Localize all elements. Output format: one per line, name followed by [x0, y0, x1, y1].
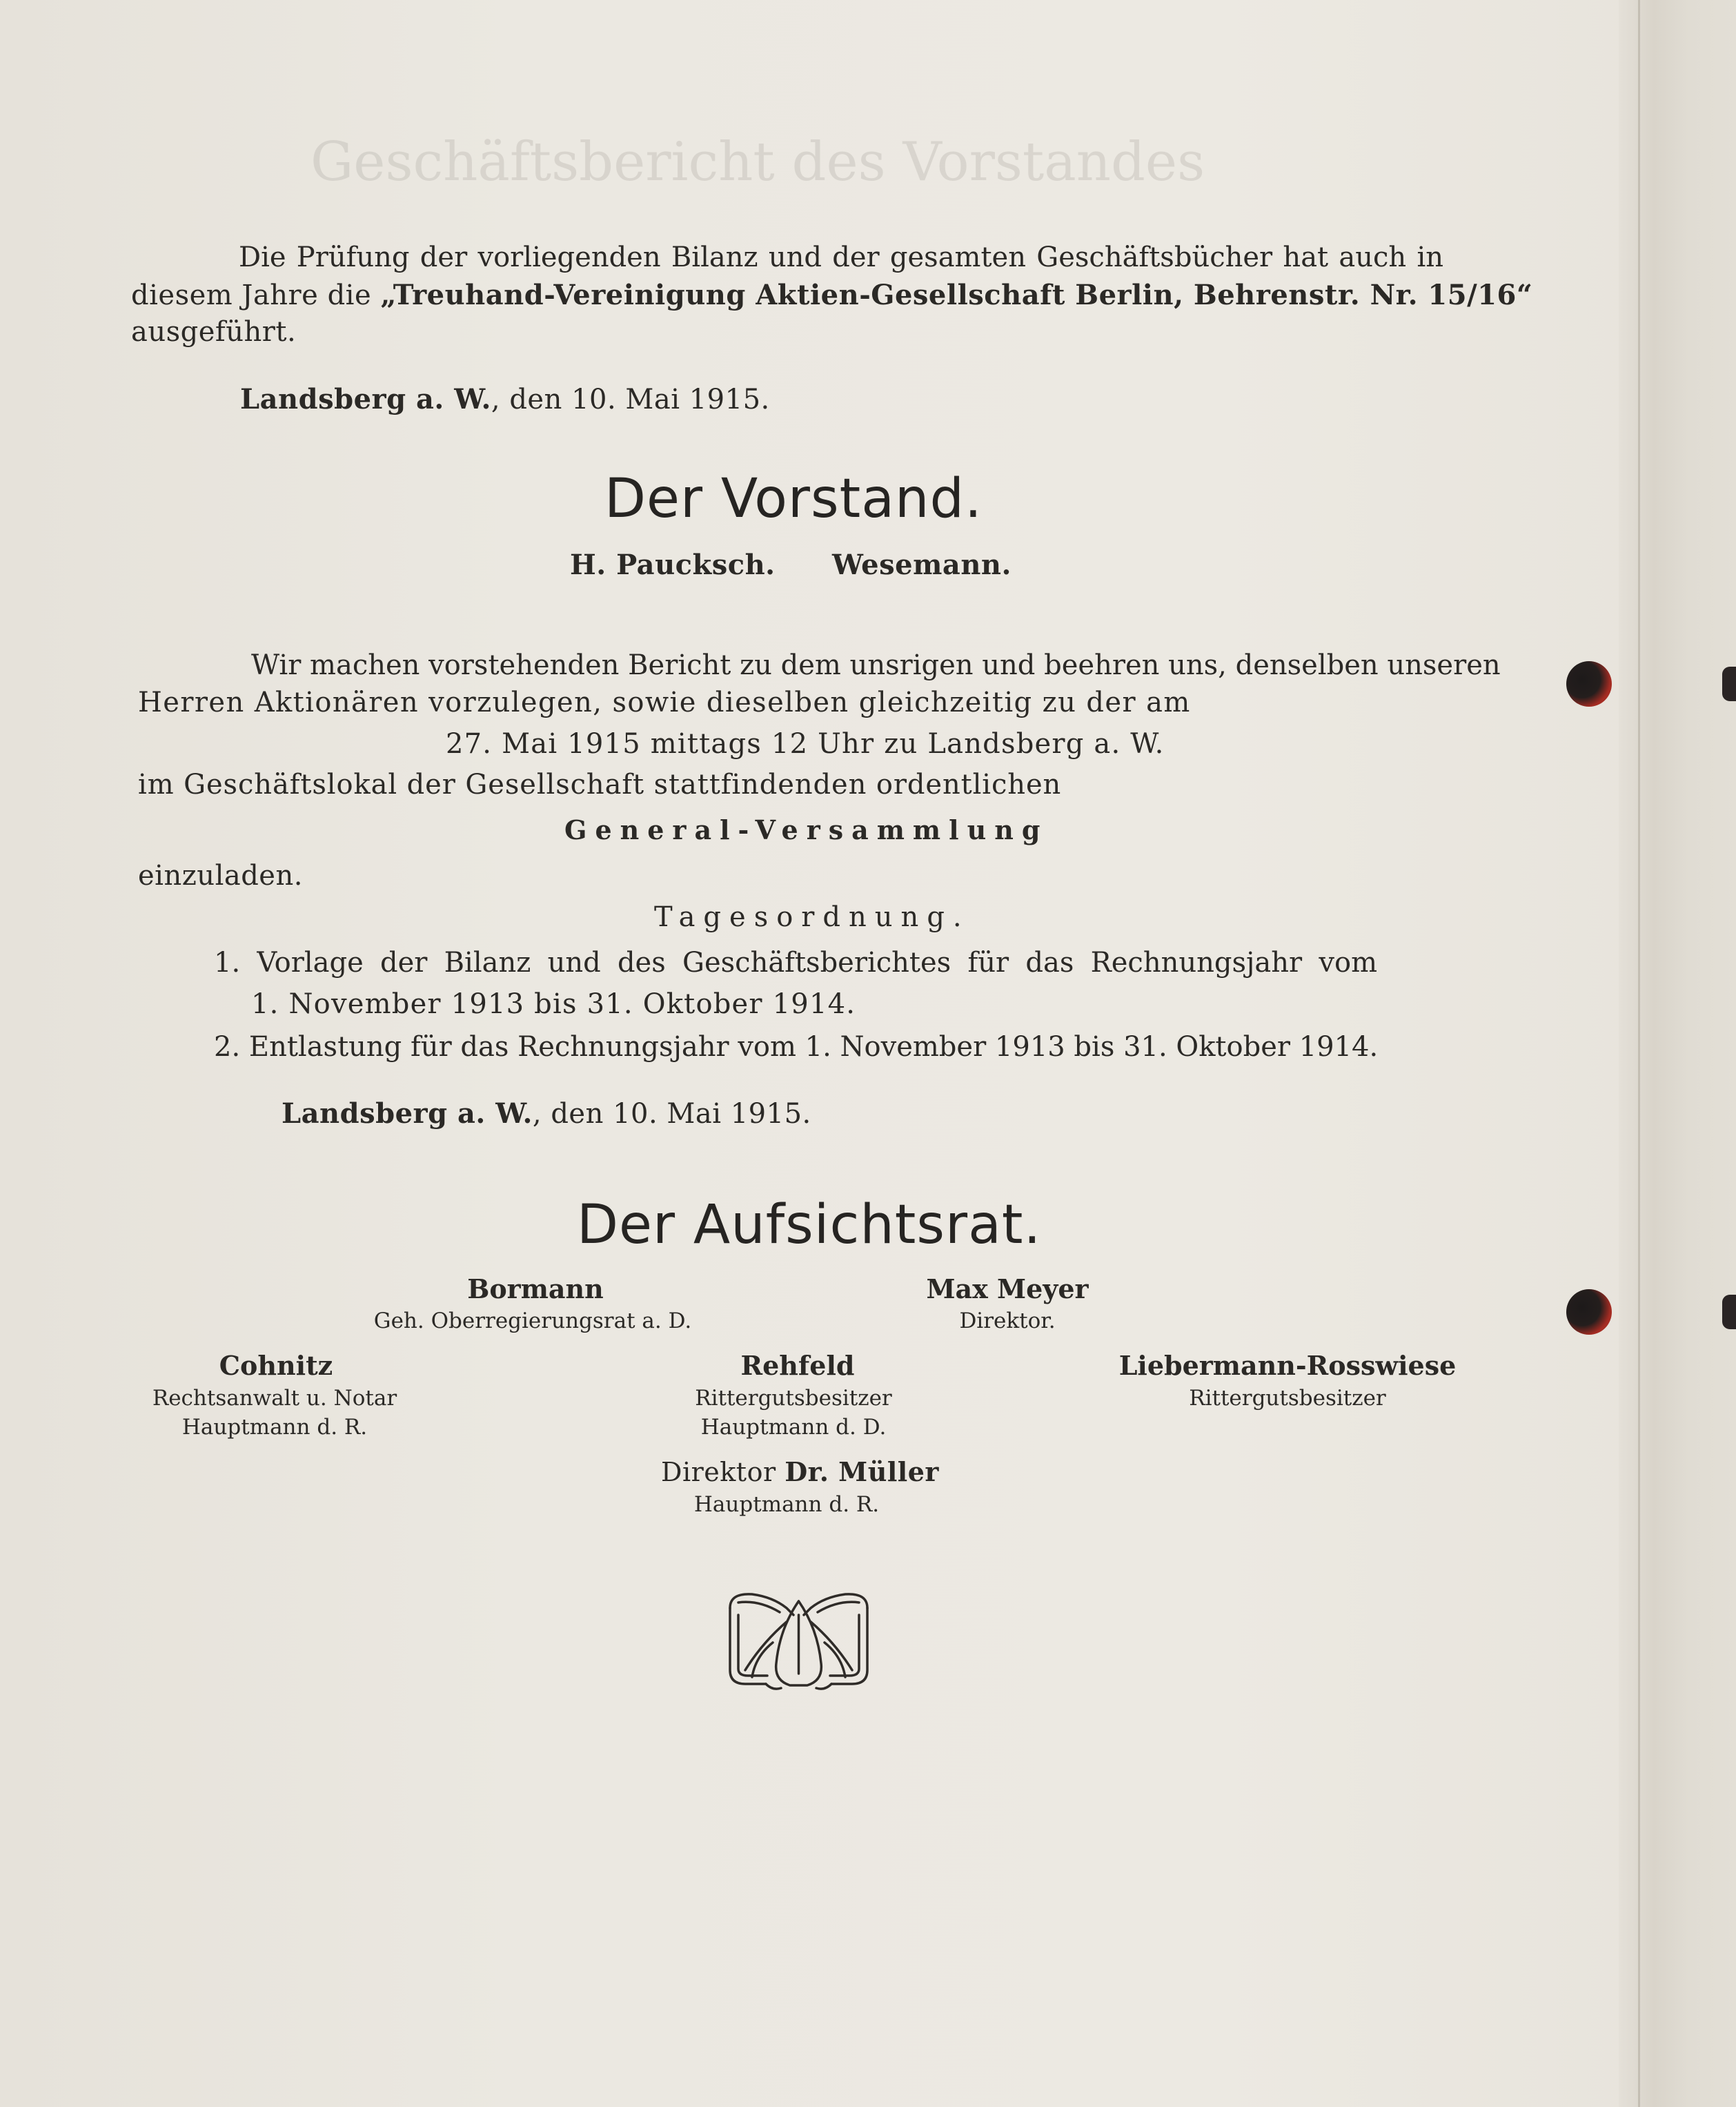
invitation-line-3: 27. Mai 1915 mittags 12 Uhr zu Landsberg a. W. — [446, 728, 1165, 760]
member-rehfeld-name: Rehfeld — [740, 1350, 855, 1381]
fold-line — [1638, 0, 1640, 2107]
general-versammlung-heading: General-Versammlung — [564, 814, 1049, 845]
member-mueller-role: Hauptmann d. R. — [693, 1492, 880, 1517]
art-nouveau-ornament-icon — [724, 1587, 873, 1694]
date-text: , den 10. Mai 1915. — [532, 1098, 811, 1130]
show-through-bleed: Geschäftsbericht des Vorstandes — [310, 131, 1205, 193]
member-cohnitz-role-1: Rechtsanwalt u. Notar — [152, 1386, 397, 1411]
member-mueller-surname: Dr. Müller — [785, 1456, 939, 1487]
agenda-title: Tagesordnung. — [654, 901, 970, 933]
punch-hole-icon — [1566, 661, 1612, 707]
date-line-1 — [240, 383, 770, 415]
invitation-line-2: Herren Aktionären vorzulegen, sowie dieselben gleichzeitig zu der am — [138, 687, 1191, 718]
treuhand-name: „Treuhand-Vereinigung Aktien-Gesellschaft Berlin, Behrenstr. Nr. 15/16“ — [380, 279, 1533, 311]
date-place: Landsberg a. W. — [282, 1097, 533, 1130]
member-bormann-role: Geh. Oberregierungsrat a. D. — [373, 1309, 692, 1333]
member-mueller-prefix: Direktor — [661, 1457, 776, 1487]
intro-line-2 — [131, 279, 1532, 311]
intro-line-1: Die Prüfung der vorliegenden Bilanz und der gesamten Geschäftsbücher hat auch in — [239, 242, 1443, 273]
member-liebermann-name: Liebermann-Rosswiese — [1118, 1350, 1457, 1381]
agenda-item-1-line-1: 1. Vorlage der Bilanz und des Geschäftsberichtes für das Rechnungsjahr vom — [214, 947, 1377, 979]
member-rehfeld-role-1: Rittergutsbesitzer — [695, 1386, 892, 1411]
member-cohnitz-role-2: Hauptmann d. R. — [181, 1415, 368, 1440]
agenda-item-2: 2. Entlastung für das Rechnungsjahr vom 1. November 1913 bis 31. Oktober 1914. — [214, 1031, 1379, 1063]
date-line-2 — [282, 1097, 811, 1130]
member-liebermann-role: Rittergutsbesitzer — [1189, 1386, 1386, 1411]
invitation-line-4: im Geschäftslokal der Gesellschaft stattfindenden ordentlichen — [138, 769, 1062, 801]
member-meyer-role: Direktor. — [959, 1309, 1056, 1333]
member-bormann-name: Bormann — [467, 1273, 604, 1304]
intro-line-3: ausgeführt. — [131, 316, 297, 348]
vorstand-name-paucksch: H. Paucksch. — [570, 549, 776, 581]
punch-hole-edge-icon — [1722, 667, 1736, 701]
vorstand-title: Der Vorstand. — [604, 468, 983, 530]
punch-hole-edge-icon — [1722, 1295, 1736, 1329]
member-meyer-name: Max Meyer — [926, 1273, 1089, 1304]
invitation-line-1: Wir machen vorstehenden Bericht zu dem unsrigen und beehren uns, denselben unseren — [251, 649, 1501, 681]
date-text: , den 10. Mai 1915. — [491, 384, 770, 415]
member-mueller-name — [661, 1456, 939, 1487]
member-cohnitz-name: Cohnitz — [219, 1350, 333, 1381]
date-place: Landsberg a. W. — [240, 383, 491, 415]
agenda-item-1-line-2: 1. November 1913 bis 31. Oktober 1914. — [251, 988, 856, 1020]
aufsichtsrat-title: Der Aufsichtsrat. — [577, 1194, 1042, 1256]
punch-hole-icon — [1566, 1289, 1612, 1335]
page-fold — [1619, 0, 1736, 2107]
intro-line-2-prefix: diesem Jahre die — [131, 280, 372, 311]
member-rehfeld-role-2: Hauptmann d. D. — [700, 1415, 887, 1440]
vorstand-name-wesemann: Wesemann. — [832, 549, 1012, 581]
invitation-line-5: einzuladen. — [138, 860, 303, 892]
